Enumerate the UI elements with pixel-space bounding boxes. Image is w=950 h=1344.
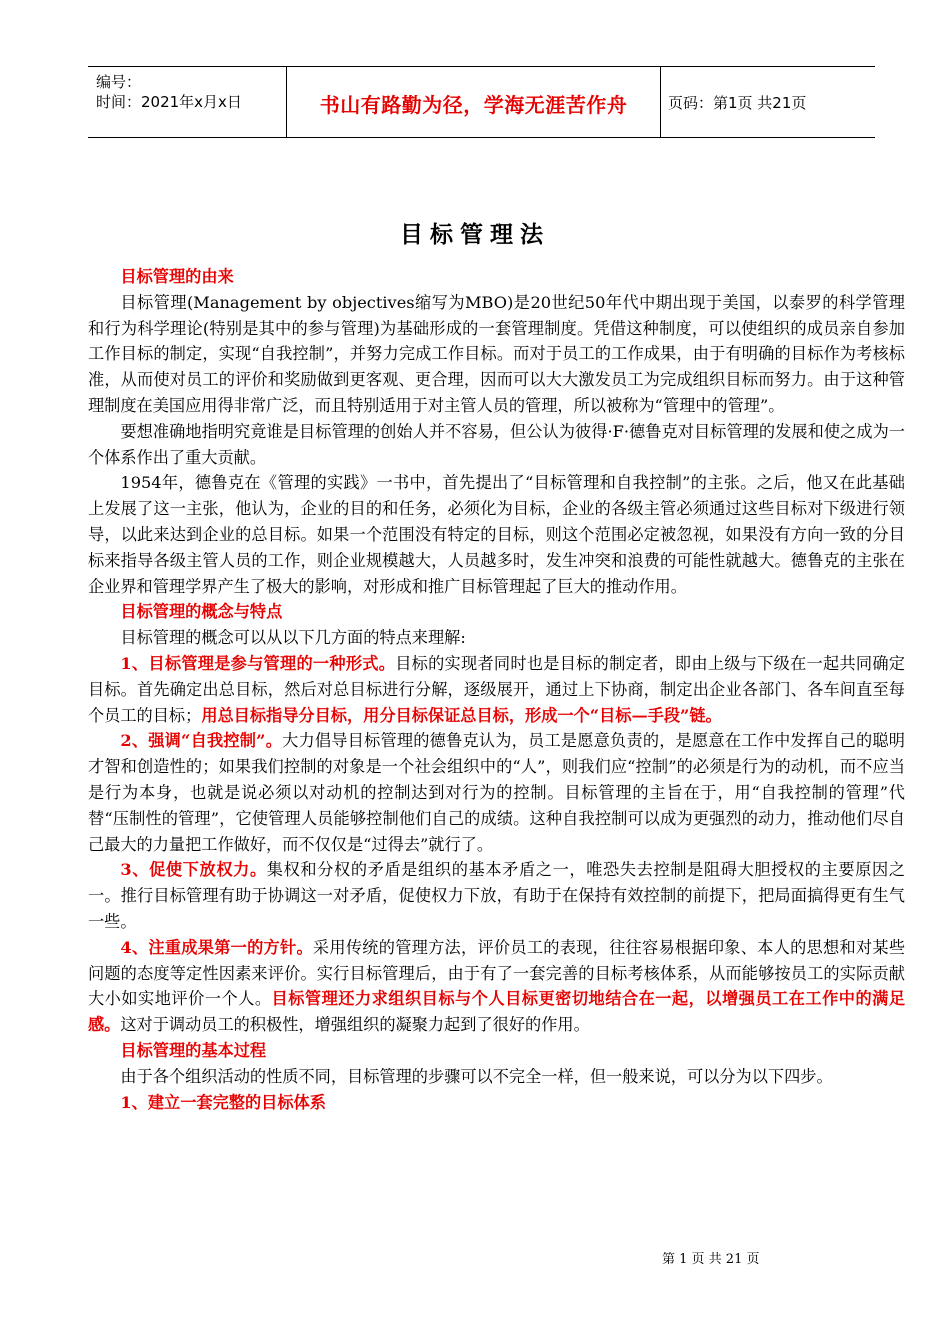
feature-item-3 bbox=[88, 857, 905, 934]
paragraph: 1954年，德鲁克在《管理的实践》一书中，首先提出了“目标管理和自我控制”的主张。之后，他又在此基础上发展了这一主张，他认为，企业的目的和任务，必须化为目标，企业的各级主管必须通过这些目标对下级进行领导，以此来达到企业的总目标。如果一个范围没有特定的目标，则这个范围必定被忽视，如果没有方向一致的分目标来指导各级主管人员的工作，则企业规模越大，人员越多时，发生冲突和浪费的可能性就越大。德鲁克的主张在企业界和管理学界产生了极大的影响，对形成和推广目标管理起了巨大的推动作用。 bbox=[88, 473, 905, 596]
feature-heading: 4、注重成果第一的方针。 bbox=[120, 937, 313, 957]
section-heading-concept: 目标管理的概念与特点 bbox=[120, 602, 283, 622]
feature-item-4 bbox=[88, 935, 905, 1038]
header-motto: 书山有路勤为径，学海无涯苦作舟 bbox=[319, 93, 628, 117]
page-header bbox=[88, 66, 875, 138]
header-meta-cell bbox=[88, 67, 286, 137]
feature-text: 大力倡导目标管理的德鲁克认为，员工是愿意负责的，是愿意在工作中发挥自己的聪明才智和创造性的；如果我们控制的对象是一个社会组织中的“人”，则我们应“控制”的必须是行为的动机，而不应当是行为本身，也就是说必须以对动机的控制达到对行为的控制。目标管理的主旨在于，用“自我控制的管理”代替“压制性的管理”，它使管理人员能够控制他们自己的成绩。这种自我控制可以成为更强烈的动力，推动他们尽自己最大的力量把工作做好，而不仅仅是“过得去”就行了。 bbox=[88, 731, 905, 854]
header-page-cell bbox=[660, 67, 875, 137]
process-step-1: 1、建立一套完整的目标体系 bbox=[120, 1092, 326, 1112]
feature-heading: 2、强调“自我控制”。 bbox=[120, 731, 283, 751]
feature-text: 采用传统的管理方法，评价员工的表现，往往容易根据印象、本人的思想和对某些问题的态度等定性因素来评价。实行目标管理后，由于有了一套完善的目标考核体系，从而能够按员工的实际贡献大小如实地评价一个人。 bbox=[88, 937, 906, 1009]
section-heading-process: 目标管理的基本过程 bbox=[120, 1040, 267, 1060]
feature-heading: 3、促使下放权力。 bbox=[120, 860, 267, 880]
document-body bbox=[88, 264, 905, 1115]
document-title: 目标管理法 bbox=[400, 221, 550, 248]
section-heading-origin: 目标管理的由来 bbox=[120, 267, 234, 286]
paragraph: 由于各个组织活动的性质不同，目标管理的步骤可以不完全一样，但一般来说，可以分为以下四步。 bbox=[120, 1066, 833, 1086]
paragraph: 目标管理的概念可以从以下几方面的特点来理解: bbox=[120, 628, 466, 648]
document-number-label: 编号： bbox=[96, 73, 142, 91]
header-motto-cell bbox=[286, 67, 661, 137]
feature-heading: 1、目标管理是参与管理的一种形式。 bbox=[120, 653, 396, 673]
feature-text: 集权和分权的矛盾是组织的基本矛盾之一，唯恐失去控制是阻碍大胆授权的主要原因之一。推行目标管理有助于协调这一对矛盾，促使权力下放，有助于在保持有效控制的前提下，把局面搞得更有生气一些。 bbox=[88, 860, 906, 931]
feature-item-1 bbox=[88, 651, 905, 728]
feature-text: 目标的实现者同时也是目标的制定者，即由上级与下级在一起共同确定目标。首先确定出总目标，然后对总目标进行分解，逐级展开，通过上下协商，制定出企业各部门、各车间直至每个员工的目标； bbox=[88, 653, 905, 725]
feature-emphasis: 目标管理还力求组织目标与个人目标更密切地结合在一起，以增强员工在工作中的满足感。 bbox=[88, 989, 906, 1035]
feature-text-tail: 这对于调动员工的积极性，增强组织的凝聚力起到了很好的作用。 bbox=[120, 1015, 590, 1035]
page-footer: 第 1 页 共 21 页 bbox=[662, 1252, 760, 1267]
feature-emphasis: 用总目标指导分目标，用分目标保证总目标，形成一个“目标—手段”链。 bbox=[201, 705, 722, 725]
paragraph: 要想准确地指明究竟谁是目标管理的创始人并不容易，但公认为彼得·F·德鲁克对目标管理的发展和使之成为一个体系作出了重大贡献。 bbox=[88, 421, 905, 467]
paragraph: 目标管理(Management by objectives缩写为MBO)是20世纪50年代中期出现于美国，以泰罗的科学管理和行为科学理论(特别是其中的参与管理)为基础形成的一套管理制度。凭借这种制度，可以使组织的成员亲自参加工作目标的制定，实现“自我控制”，并努力完成工作目标。而对于员工的工作成果，由于有明确的目标作为考核标准，从而使对员工的评价和奖励做到更客观、更合理，因而可以大大激发员工为完成组织目标而努力。由于这种管理制度在美国应用得非常广泛，而且特别适用于对主管人员的管理，所以被称为“管理中的管理”。 bbox=[88, 292, 905, 415]
document-time-label: 时间：2021年x月x日 bbox=[96, 93, 242, 111]
header-page-code: 页码：第1页 共21页 bbox=[668, 94, 807, 112]
feature-item-2 bbox=[88, 728, 905, 857]
